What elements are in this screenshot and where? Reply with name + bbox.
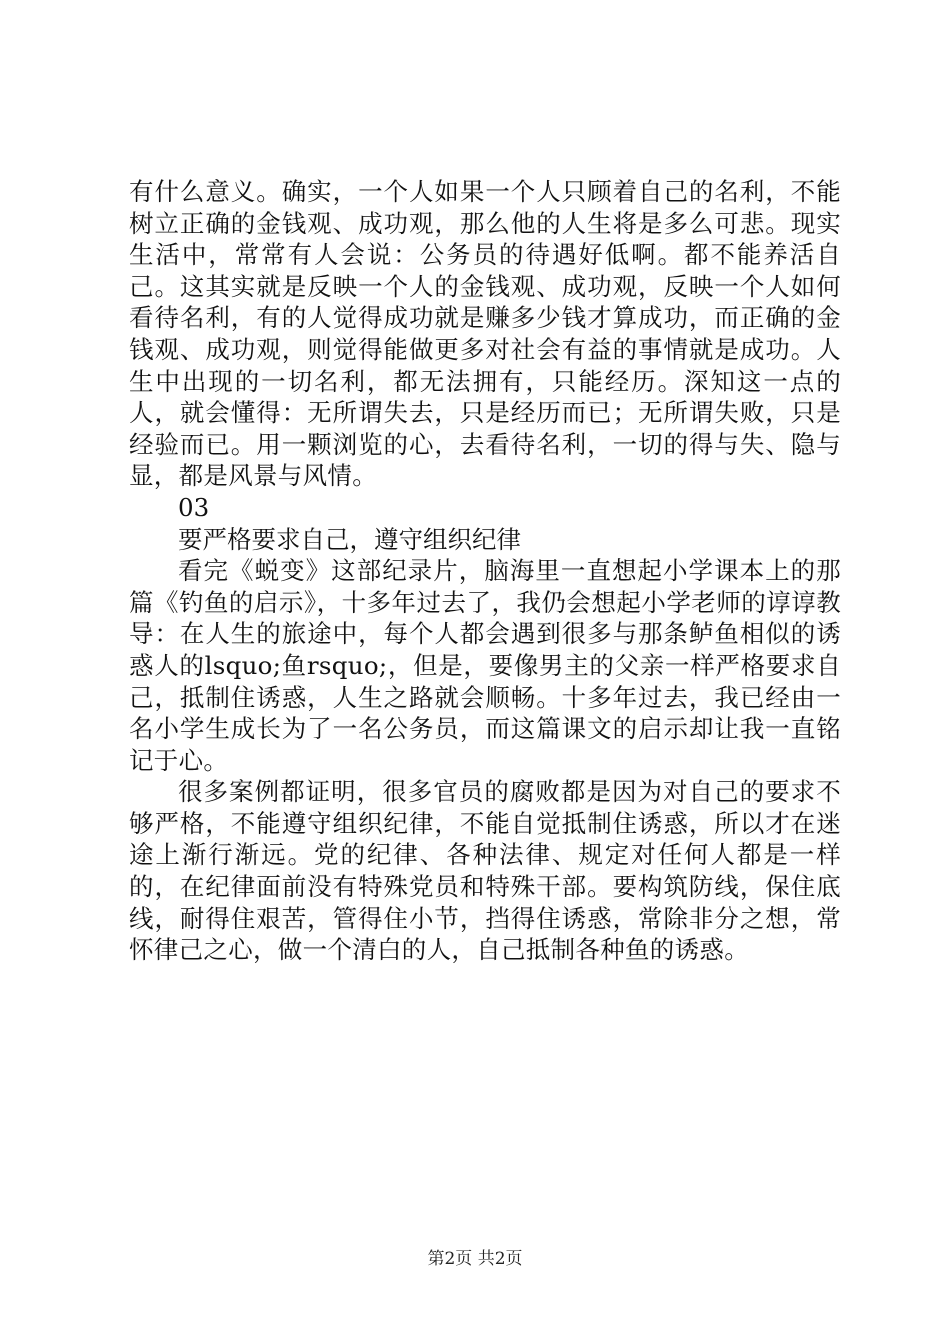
section-number: 03 [178, 492, 210, 522]
section-heading: 要严格要求自己，遵守组织纪律 [178, 524, 521, 554]
paragraph-documentary: 看完《蜕变》这部纪录片，脑海里一直想起小学课本上的那篇《钓鱼的启示》，十多年过去了，我仍会想起小学老师的谆谆教导：在人生的旅途中，每个人都会遇到很多与那条鲈鱼相似的诱惑人的lsquo;鱼rsquo;，但是，要像男主的父亲一样严格要求自己，抵制住诱惑，人生之路就会顺畅。十多年过去，我已经由一名小学生成长为了一名公务员，而这篇课文的启示却让我一直铭记于心。 [129, 556, 841, 775]
paragraph-continuation: 有什么意义。确实，一个人如果一个人只顾着自己的名利，不能树立正确的金钱观、成功观，那么他的人生将是多么可悲。现实生活中，常常有人会说：公务员的待遇好低啊。都不能养活自己。这其实就是反映一个人的金钱观、成功观，反映一个人如何看待名利，有的人觉得成功就是赚多少钱才算成功，而正确的金钱观、成功观，则觉得能做更多对社会有益的事情就是成功。人生中出现的一切名利，都无法拥有，只能经历。深知这一点的人，就会懂得：无所谓失去，只是经历而已；无所谓失败，只是经验而已。用一颗浏览的心，去看待名利，一切的得与失、隐与显，都是风景与风情。 [129, 177, 841, 491]
document-body [129, 176, 841, 966]
page-footer: 第2页 共2页 [427, 1249, 523, 1269]
paragraph-discipline: 很多案例都证明，很多官员的腐败都是因为对自己的要求不够严格，不能遵守组织纪律，不能自觉抵制住诱惑，所以才在迷途上渐行渐远。党的纪律、各种法律、规定对任何人都是一样的，在纪律面前没有特殊党员和特殊干部。要构筑防线，保住底线，耐得住艰苦，管得住小节，挡得住诱惑，常除非分之想，常怀律己之心，做一个清白的人，自己抵制各种鱼的诱惑。 [129, 777, 841, 965]
